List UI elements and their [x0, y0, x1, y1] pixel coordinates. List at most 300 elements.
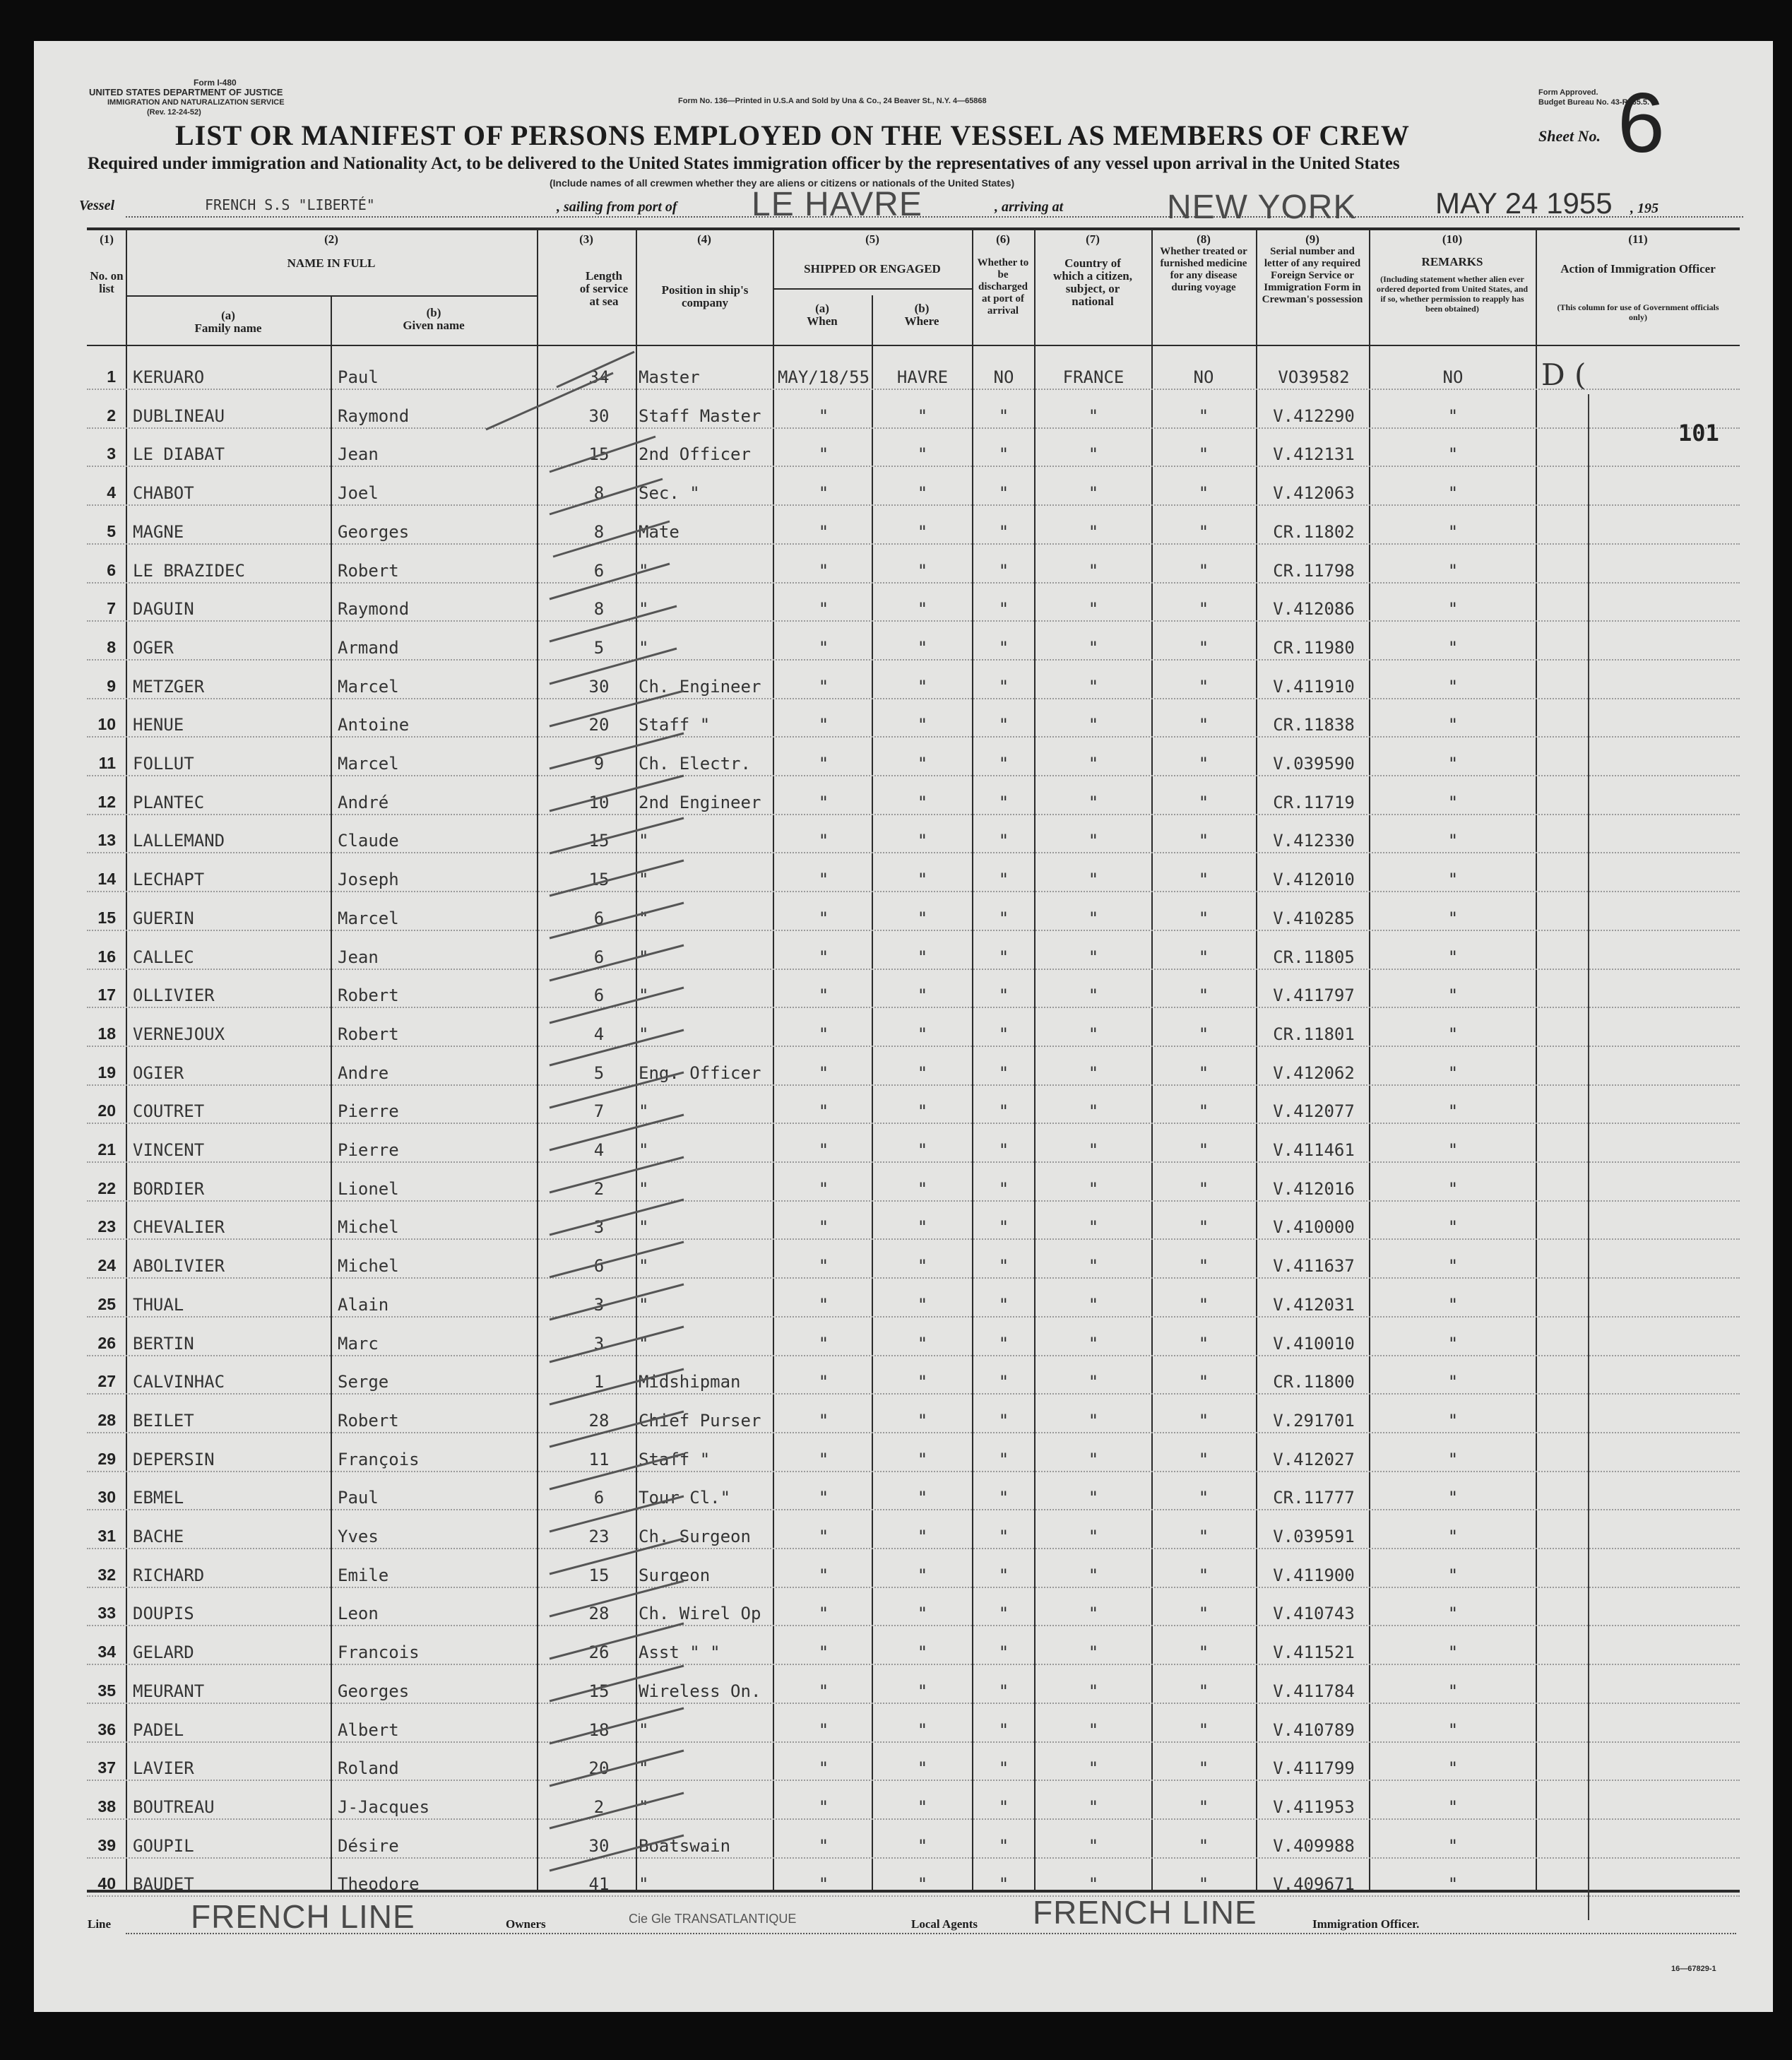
- cell-where: ": [917, 1256, 928, 1276]
- cell-family: VERNEJOUX: [133, 1024, 225, 1044]
- cell-family: VINCENT: [133, 1140, 205, 1160]
- cell-position: ": [639, 1758, 649, 1778]
- cell-position: ": [639, 1024, 649, 1044]
- cell-when: ": [818, 1874, 829, 1894]
- cell-n: 15: [97, 908, 116, 927]
- cell-years: 30: [588, 406, 610, 426]
- cell-family: ABOLIVIER: [133, 1256, 225, 1276]
- cell-position: Ch. Wirel Op: [639, 1604, 761, 1623]
- cell-where: ": [917, 1604, 928, 1623]
- footer-underline: [126, 1933, 1736, 1934]
- cell-when: ": [818, 1217, 829, 1237]
- row-rule: [87, 1393, 1740, 1395]
- cell-years: 15: [588, 870, 610, 889]
- row-rule: [87, 1895, 1740, 1897]
- col-divider: [1034, 227, 1036, 1891]
- cell-country: ": [1088, 1565, 1099, 1585]
- col3-number: (3): [579, 232, 593, 246]
- cell-medical: ": [1198, 1681, 1209, 1701]
- cell-n: 10: [97, 715, 116, 733]
- cell-country: ": [1088, 1681, 1099, 1701]
- cell-family: MAGNE: [133, 522, 184, 542]
- cell-years: 8: [593, 483, 605, 503]
- name-subheader-line: [126, 295, 537, 297]
- cell-where: ": [917, 561, 928, 581]
- cell-country: ": [1088, 1836, 1099, 1856]
- cell-serial: V.410000: [1273, 1217, 1355, 1237]
- col11-header: Action of Immigration Officer: [1560, 262, 1716, 276]
- cell-when: ": [818, 561, 829, 581]
- cell-where: ": [917, 1140, 928, 1160]
- cell-family: GOUPIL: [133, 1836, 194, 1856]
- cell-when: ": [818, 1836, 829, 1856]
- cell-where: ": [917, 1411, 928, 1431]
- cell-medical: ": [1198, 1642, 1209, 1662]
- cell-when: ": [818, 1140, 829, 1160]
- cell-given: Albert: [338, 1720, 399, 1740]
- cell-remarks: NO: [1442, 367, 1464, 387]
- subtitle-note: (Include names of all crewmen whether they are aliens or citizens or nationals of the United States): [550, 177, 1015, 189]
- cell-remarks: ": [1447, 1758, 1459, 1778]
- row-rule: [87, 1123, 1740, 1124]
- col3-header: Length of service at sea: [579, 269, 629, 308]
- col-divider: [872, 295, 873, 1891]
- cell-remarks: ": [1447, 1681, 1459, 1701]
- cell-where: ": [917, 1797, 928, 1817]
- cell-discharge: ": [998, 1681, 1009, 1701]
- cell-given: Pierre: [338, 1140, 399, 1160]
- line-label: Line: [88, 1917, 112, 1931]
- cell-medical: ": [1198, 522, 1209, 542]
- check-marks: [444, 331, 740, 1913]
- cell-remarks: ": [1447, 1295, 1459, 1315]
- cell-medical: ": [1198, 1179, 1209, 1199]
- cell-given: Robert: [338, 985, 399, 1005]
- cell-remarks: ": [1447, 1179, 1459, 1199]
- cell-serial: V.411910: [1273, 677, 1355, 697]
- cell-serial: V.412131: [1273, 444, 1355, 464]
- cell-position: Sec. ": [639, 483, 700, 503]
- cell-given: Serge: [338, 1372, 389, 1392]
- cell-n: 5: [107, 522, 116, 540]
- cell-discharge: ": [998, 1101, 1009, 1121]
- cell-position: ": [639, 561, 649, 581]
- cell-years: 11: [588, 1450, 610, 1469]
- cell-position: ": [639, 1295, 649, 1315]
- cell-serial: V.412027: [1273, 1450, 1355, 1469]
- cell-family: THUAL: [133, 1295, 184, 1315]
- cell-position: ": [639, 947, 649, 967]
- col1-number: (1): [100, 232, 114, 246]
- cell-discharge: ": [998, 985, 1009, 1005]
- row-rule: [87, 930, 1740, 931]
- cell-where: ": [917, 1101, 928, 1121]
- budget-bureau: Budget Bureau No. 43-R065.5.: [1538, 98, 1650, 107]
- cell-given: Antoine: [338, 715, 410, 735]
- cell-where: ": [917, 1334, 928, 1354]
- cell-given: Lionel: [338, 1179, 399, 1199]
- cell-remarks: ": [1447, 1836, 1459, 1856]
- col7-header: Country of which a citizen, subject, or national: [1053, 256, 1132, 308]
- cell-n: 14: [97, 870, 116, 888]
- cell-country: ": [1088, 715, 1099, 735]
- cell-years: 7: [593, 1101, 605, 1121]
- cell-n: 7: [107, 599, 116, 617]
- cell-remarks: ": [1447, 754, 1459, 774]
- cell-position: Wireless On.: [639, 1681, 761, 1701]
- cell-medical: ": [1198, 638, 1209, 658]
- cell-years: 2: [593, 1797, 605, 1817]
- cell-medical: ": [1198, 908, 1209, 928]
- col10-header: REMARKS: [1421, 255, 1483, 268]
- cell-family: BEILET: [133, 1411, 194, 1431]
- cell-remarks: ": [1447, 406, 1459, 426]
- cell-medical: ": [1198, 561, 1209, 581]
- arriving-label: , arriving at: [995, 199, 1064, 215]
- cell-serial: V.411461: [1273, 1140, 1355, 1160]
- cell-serial: VO39582: [1278, 367, 1350, 387]
- row-rule: [87, 1277, 1740, 1279]
- cell-when: ": [818, 1758, 829, 1778]
- cell-n: 39: [97, 1836, 116, 1854]
- cell-serial: V.291701: [1273, 1411, 1355, 1431]
- cell-when: ": [818, 1179, 829, 1199]
- cell-family: COUTRET: [133, 1101, 205, 1121]
- cell-position: ": [639, 599, 649, 619]
- row-rule: [87, 852, 1740, 853]
- cell-serial: CR.11798: [1273, 561, 1355, 581]
- cell-where: ": [917, 1720, 928, 1740]
- cell-n: 20: [97, 1101, 116, 1120]
- col8-number: (8): [1197, 232, 1211, 246]
- cell-years: 6: [593, 908, 605, 928]
- cell-discharge: ": [998, 1411, 1009, 1431]
- cell-where: ": [917, 444, 928, 464]
- row-rule: [87, 1046, 1740, 1047]
- cell-n: 2: [107, 406, 116, 425]
- cell-where: ": [917, 793, 928, 812]
- margin-number: 101: [1678, 420, 1719, 446]
- cell-n: 38: [97, 1797, 116, 1816]
- cell-medical: ": [1198, 599, 1209, 619]
- cell-when: ": [818, 947, 829, 967]
- cell-discharge: ": [998, 1797, 1009, 1817]
- cell-medical: ": [1198, 1450, 1209, 1469]
- row-rule: [87, 1741, 1740, 1743]
- cell-position: ": [639, 1179, 649, 1199]
- cell-country: ": [1088, 1488, 1099, 1508]
- cell-remarks: ": [1447, 947, 1459, 967]
- row-rule: [87, 775, 1740, 776]
- shipped-subheader-line: [773, 288, 972, 290]
- cell-medical: ": [1198, 677, 1209, 697]
- cell-country: ": [1088, 1063, 1099, 1083]
- cell-years: 4: [593, 1024, 605, 1044]
- cell-serial: V.411784: [1273, 1681, 1355, 1701]
- cell-discharge: ": [998, 677, 1009, 697]
- form-revision: (Rev. 12-24-52): [147, 108, 201, 117]
- cell-given: Raymond: [338, 599, 410, 619]
- cell-serial: V.411521: [1273, 1642, 1355, 1662]
- cell-serial: CR.11719: [1273, 793, 1355, 812]
- cell-discharge: ": [998, 406, 1009, 426]
- cell-given: Michel: [338, 1217, 399, 1237]
- cell-when: ": [818, 1411, 829, 1431]
- cell-position: Staff ": [639, 1450, 711, 1469]
- cell-when: ": [818, 1334, 829, 1354]
- cell-position: ": [639, 831, 649, 851]
- cell-years: 8: [593, 522, 605, 542]
- col5-header: SHIPPED OR ENGAGED: [804, 262, 941, 276]
- cell-when: ": [818, 1450, 829, 1469]
- cell-discharge: ": [998, 1874, 1009, 1894]
- cell-given: Roland: [338, 1758, 399, 1778]
- cell-discharge: ": [998, 1295, 1009, 1315]
- cell-country: ": [1088, 522, 1099, 542]
- cell-family: CALVINHAC: [133, 1372, 225, 1392]
- cell-serial: V.039590: [1273, 754, 1355, 774]
- cell-when: ": [818, 1604, 829, 1623]
- cell-country: ": [1088, 1874, 1099, 1894]
- cell-discharge: ": [998, 1063, 1009, 1083]
- cell-country: ": [1088, 599, 1099, 619]
- cell-when: ": [818, 522, 829, 542]
- cell-given: Pierre: [338, 1101, 399, 1121]
- cell-country: ": [1088, 1758, 1099, 1778]
- cell-remarks: ": [1447, 715, 1459, 735]
- cell-where: ": [917, 1372, 928, 1392]
- cell-where: ": [917, 1217, 928, 1237]
- cell-remarks: ": [1447, 1720, 1459, 1740]
- cell-given: Robert: [338, 561, 399, 581]
- cell-position: ": [639, 638, 649, 658]
- cell-medical: ": [1198, 715, 1209, 735]
- cell-serial: CR.11838: [1273, 715, 1355, 735]
- cell-serial: V.412290: [1273, 406, 1355, 426]
- cell-given: Yves: [338, 1527, 379, 1546]
- cell-years: 6: [593, 1256, 605, 1276]
- cell-medical: ": [1198, 1217, 1209, 1237]
- cell-family: BACHE: [133, 1527, 184, 1546]
- row-rule: [87, 1548, 1740, 1549]
- cell-family: OLLIVIER: [133, 985, 215, 1005]
- cell-discharge: ": [998, 444, 1009, 464]
- department: UNITED STATES DEPARTMENT OF JUSTICE: [89, 87, 283, 97]
- row-rule: [87, 698, 1740, 699]
- cell-years: 1: [593, 1372, 605, 1392]
- row-rule: [87, 1161, 1740, 1163]
- cell-when: ": [818, 1642, 829, 1662]
- cell-position: Ch. Engineer: [639, 677, 761, 697]
- cell-when: ": [818, 985, 829, 1005]
- cell-where: ": [917, 831, 928, 851]
- cell-remarks: ": [1447, 1488, 1459, 1508]
- row-rule: [87, 389, 1740, 390]
- cell-years: 4: [593, 1140, 605, 1160]
- cell-serial: CR.11801: [1273, 1024, 1355, 1044]
- cell-family: LE DIABAT: [133, 444, 225, 464]
- cell-country: ": [1088, 870, 1099, 889]
- cell-discharge: ": [998, 1758, 1009, 1778]
- cell-remarks: ": [1447, 522, 1459, 542]
- row-rule: [87, 1007, 1740, 1008]
- cell-country: FRANCE: [1062, 367, 1125, 387]
- vessel-label: Vessel: [79, 198, 114, 213]
- cell-medical: ": [1198, 483, 1209, 503]
- cell-where: ": [917, 1642, 928, 1662]
- cell-family: BAUDET: [133, 1874, 194, 1894]
- cell-n: 9: [107, 677, 116, 695]
- row-rule: [87, 736, 1740, 738]
- col5a-header: (a) When: [807, 302, 838, 328]
- cell-where: ": [917, 1758, 928, 1778]
- cell-family: DUBLINEAU: [133, 406, 225, 426]
- cell-years: 3: [593, 1334, 605, 1354]
- cell-country: ": [1088, 754, 1099, 774]
- cell-serial: V.412330: [1273, 831, 1355, 851]
- cell-n: 18: [97, 1024, 116, 1043]
- cell-country: ": [1088, 1604, 1099, 1623]
- cell-serial: V.412031: [1273, 1295, 1355, 1315]
- cell-when: ": [818, 1024, 829, 1044]
- cell-medical: ": [1198, 1372, 1209, 1392]
- cell-discharge: ": [998, 1217, 1009, 1237]
- cell-years: 34: [588, 367, 610, 387]
- cell-given: Georges: [338, 1681, 410, 1701]
- manifest-sheet: [34, 41, 1773, 2012]
- form-id: Form I-480: [194, 78, 237, 88]
- col4-header: Position in ship's company: [661, 283, 749, 309]
- cell-family: DAGUIN: [133, 599, 194, 619]
- cell-n: 24: [97, 1256, 116, 1274]
- cell-family: OGER: [133, 638, 174, 658]
- cell-n: 25: [97, 1295, 116, 1313]
- cell-serial: V.411637: [1273, 1256, 1355, 1276]
- cell-remarks: ": [1447, 1024, 1459, 1044]
- cell-medical: ": [1198, 1063, 1209, 1083]
- cell-medical: ": [1198, 1334, 1209, 1354]
- cell-n: 37: [97, 1758, 116, 1777]
- cell-country: ": [1088, 831, 1099, 851]
- cell-discharge: ": [998, 1140, 1009, 1160]
- cell-given: Marcel: [338, 677, 399, 697]
- cell-n: 36: [97, 1720, 116, 1739]
- cell-remarks: ": [1447, 1063, 1459, 1083]
- row-rule: [87, 1625, 1740, 1626]
- row-rule: [87, 969, 1740, 970]
- cell-country: ": [1088, 1642, 1099, 1662]
- cell-medical: ": [1198, 831, 1209, 851]
- printer-line: Form No. 136—Printed in U.S.A and Sold by Una & Co., 24 Beaver St., N.Y. 4—65868: [678, 97, 987, 105]
- cell-n: 35: [97, 1681, 116, 1700]
- col2b-header: (b) Given name: [403, 306, 465, 332]
- cell-position: ": [639, 1256, 649, 1276]
- cell-serial: CR.11980: [1273, 638, 1355, 658]
- cell-discharge: ": [998, 561, 1009, 581]
- col9-header: Serial number and letter of any required Foreign Service or Immigration Form in Crewman's possession: [1262, 246, 1363, 305]
- cell-remarks: ": [1447, 1450, 1459, 1469]
- cell-serial: V.412010: [1273, 870, 1355, 889]
- cell-n: 40: [97, 1874, 116, 1893]
- cell-where: ": [917, 985, 928, 1005]
- cell-given: Paul: [338, 1488, 379, 1508]
- col-divider: [1256, 227, 1257, 1891]
- cell-remarks: ": [1447, 1101, 1459, 1121]
- cell-given: Robert: [338, 1024, 399, 1044]
- col-divider: [1369, 227, 1370, 1891]
- cell-family: LECHAPT: [133, 870, 205, 889]
- cell-years: 15: [588, 1565, 610, 1585]
- cell-country: ": [1088, 1179, 1099, 1199]
- cell-medical: ": [1198, 1295, 1209, 1315]
- cell-given: Paul: [338, 367, 379, 387]
- col10-number: (10): [1442, 232, 1463, 246]
- row-rule: [87, 1587, 1740, 1588]
- cell-given: François: [338, 1450, 420, 1469]
- cell-family: BERTIN: [133, 1334, 194, 1354]
- cell-when: ": [818, 1488, 829, 1508]
- cell-n: 33: [97, 1604, 116, 1622]
- cell-given: Raymond: [338, 406, 410, 426]
- cell-remarks: ": [1447, 1797, 1459, 1817]
- row-rule: [87, 1664, 1740, 1665]
- cell-discharge: ": [998, 715, 1009, 735]
- cell-remarks: ": [1447, 599, 1459, 619]
- cell-discharge: ": [998, 1179, 1009, 1199]
- cell-when: ": [818, 677, 829, 697]
- col-divider: [972, 227, 973, 1891]
- cell-n: 12: [97, 793, 116, 811]
- cell-n: 6: [107, 561, 116, 579]
- cell-n: 23: [97, 1217, 116, 1236]
- cell-given: Jean: [338, 947, 379, 967]
- sheet-label: Sheet No.: [1538, 127, 1601, 145]
- cell-country: ": [1088, 1295, 1099, 1315]
- cell-discharge: ": [998, 754, 1009, 774]
- cell-where: ": [917, 406, 928, 426]
- cell-country: ": [1088, 1411, 1099, 1431]
- col6-header: Whether to be discharged at port of arrival: [977, 257, 1029, 316]
- cell-country: ": [1088, 677, 1099, 697]
- cell-years: 30: [588, 677, 610, 697]
- cell-position: Midshipman: [639, 1372, 741, 1392]
- cell-position: Surgeon: [639, 1565, 711, 1585]
- sheet-number: 6: [1618, 76, 1665, 170]
- cell-serial: V.410010: [1273, 1334, 1355, 1354]
- row-rule: [87, 891, 1740, 892]
- cell-when: ": [818, 1681, 829, 1701]
- officer-label: Immigration Officer.: [1312, 1917, 1420, 1931]
- cell-n: 13: [97, 831, 116, 849]
- cell-n: 1: [107, 367, 116, 386]
- cell-medical: ": [1198, 1488, 1209, 1508]
- cell-country: ": [1088, 638, 1099, 658]
- cell-family: MEURANT: [133, 1681, 205, 1701]
- owners-label: Owners: [506, 1917, 546, 1931]
- cell-where: ": [917, 870, 928, 889]
- cell-when: ": [818, 1565, 829, 1585]
- cell-given: Alain: [338, 1295, 389, 1315]
- col-divider: [773, 227, 774, 1891]
- cell-where: ": [917, 754, 928, 774]
- arrival-date: MAY 24 1955: [1435, 187, 1613, 220]
- cell-discharge: ": [998, 908, 1009, 928]
- col6-number: (6): [996, 232, 1010, 246]
- col1-header: No. on list: [90, 269, 124, 295]
- cell-discharge: NO: [993, 367, 1014, 387]
- cell-medical: ": [1198, 793, 1209, 812]
- col-divider: [331, 295, 332, 1891]
